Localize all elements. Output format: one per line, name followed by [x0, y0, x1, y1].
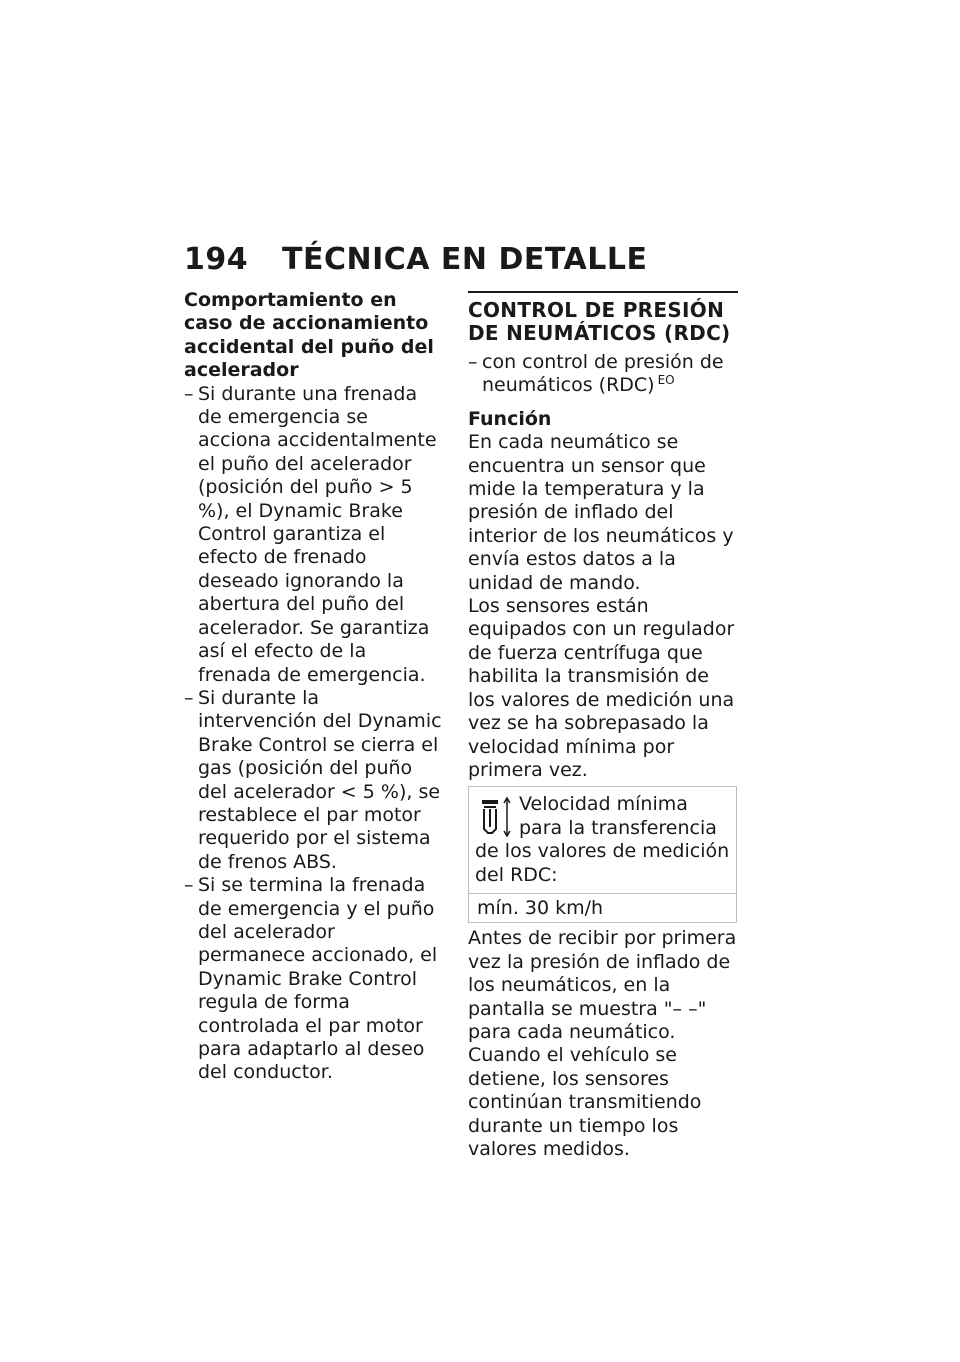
- right-column: [468, 291, 738, 1161]
- page-header: [184, 242, 647, 277]
- subsection-heading: Comportamiento en caso de accionamiento accidental del puño del acelerador: [184, 289, 434, 382]
- function-heading: Función: [468, 407, 552, 430]
- option-item: [468, 351, 738, 398]
- spec-box-header: [469, 787, 736, 893]
- chapter-title: TÉCNICA EN DETALLE: [282, 242, 648, 277]
- spec-value: mín. 30 km/h: [469, 893, 736, 922]
- display-paragraph: Antes de recibir por primera vez la presión de inflado de los neumáticos, en la pantalla se muestra "– –" para cada neumático. Cuando el vehículo se detiene, los sensores continúan transmitiendo durante un tiempo los valores medidos.: [468, 927, 737, 1160]
- spec-label: Velocidad mínima para la transferencia de los valores de medición del RDC:: [475, 793, 730, 886]
- spec-box: [468, 786, 737, 923]
- tire-pressure-gauge-icon: [479, 795, 513, 837]
- list-item: – Si durante una frenada de emergencia se acciona accidentalmente el puño del acelerador (posición del puño > 5 %), el Dynamic Brake Control garantiza el efecto de frenado deseado ignorando la abertura del puño del acelerador. Se garantiza así el efecto de la frenada de emergencia.: [184, 383, 442, 687]
- option-list: [468, 351, 738, 398]
- section-title: CONTROL DE PRESIÓN DE NEUMÁTICOS (RDC): [468, 291, 738, 345]
- list-item: – Si se termina la frenada de emergencia y el puño del acelerador permanece accionado, el Dynamic Brake Control regula de forma controlada el par motor para adaptarlo al deseo del conductor.: [184, 874, 442, 1085]
- page-number: 194: [184, 242, 249, 277]
- function-paragraph: En cada neumático se encuentra un sensor que mide la temperatura y la presión de inflado del interior de los neumáticos y envía estos datos a la unidad de mando.: [468, 431, 734, 594]
- left-column: [184, 289, 442, 1085]
- behavior-list: [184, 383, 442, 1085]
- option-code: EO: [657, 373, 675, 388]
- option-item-text: con control de presión de neumáticos (RDC): [482, 351, 724, 397]
- sensor-paragraph: Los sensores están equipados con un regulador de fuerza centrífuga que habilita la transmisión de los valores de medición una vez se ha sobrepasado la velocidad mínima por primera vez.: [468, 595, 735, 781]
- list-item: – Si durante la intervención del Dynamic Brake Control se cierra el gas (posición del puño del acelerador < 5 %), se restablece el par motor requerido por el sistema de frenos ABS.: [184, 687, 442, 874]
